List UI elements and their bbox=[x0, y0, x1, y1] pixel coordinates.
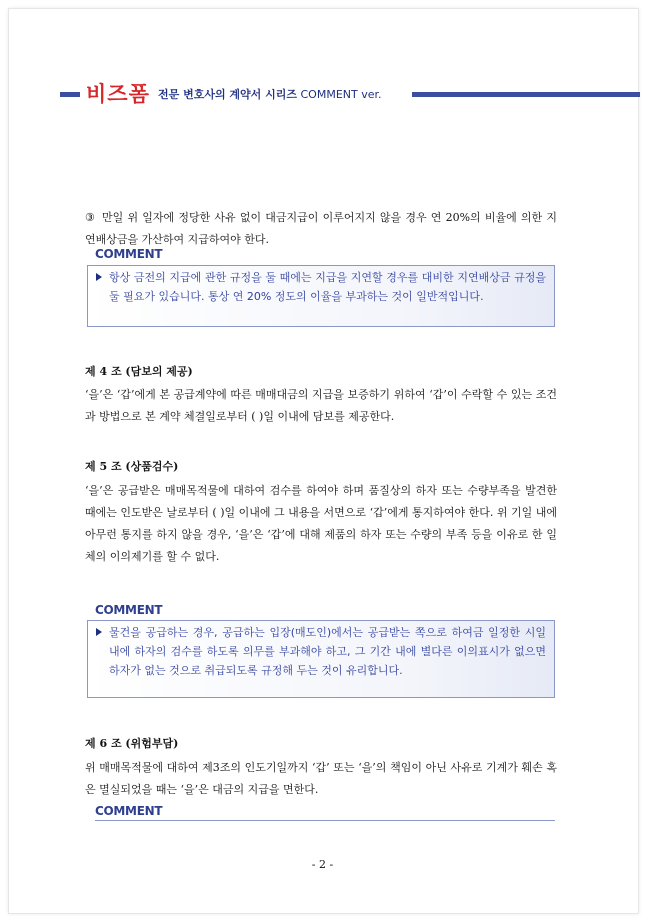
page-number: - 2 - bbox=[311, 858, 334, 871]
article-body: ‘을’은 ‘갑’에게 본 공급계약에 따른 매매대금의 지급을 보증하기 위하여 ‘갑’이 수락할 수 있는 조건과 방법으로 본 계약 체결일로부터 ( )일 이내에 담보를 제공한다. bbox=[85, 388, 557, 423]
comment-box bbox=[87, 620, 555, 698]
clause-number: ③ bbox=[85, 211, 95, 224]
comment-label: COMMENT bbox=[95, 804, 163, 818]
brand-logo: 비즈폼 bbox=[86, 82, 150, 106]
header-tagline bbox=[158, 86, 382, 102]
bullet-triangle-icon bbox=[96, 628, 102, 636]
page-header bbox=[0, 78, 645, 106]
article-title: 제 4 조 (담보의 제공) bbox=[85, 365, 193, 378]
header-bar-left bbox=[60, 92, 80, 97]
article-body: ‘을’은 공급받은 매매목적물에 대하여 검수를 하여야 하며 품질상의 하자 또는 수량부족을 발견한 때에는 인도받은 날로부터 ( )일 이내에 그 내용을 서면으로 ‘갑’에게 통지하여야 한다. 위 기일 내에 아무런 통지를 하지 않을 경우, ‘을’은 ‘갑’에 대해 제품의 하자 또는 수량의 부족 등을 이유로 한 일체의 이의제기를 할 수 없다. bbox=[85, 484, 557, 563]
article-title: 제 6 조 (위험부담) bbox=[85, 737, 179, 750]
clause-3 bbox=[85, 207, 557, 251]
clause-text: 만일 위 일자에 정당한 사유 없이 대금지급이 이루어지지 않을 경우 연 20%의 비율에 의한 지연배상금을 가산하여 지급하여야 한다. bbox=[85, 211, 557, 246]
comment-label: COMMENT bbox=[95, 247, 163, 261]
tagline-korean: 전문 변호사의 계약서 시리즈 bbox=[158, 88, 297, 101]
tagline-english: COMMENT ver. bbox=[300, 88, 382, 101]
article-body: 위 매매목적물에 대하여 제3조의 인도기일까지 ‘갑’ 또는 ‘을’의 책임이 아닌 사유로 기계가 훼손 혹은 멸실되었을 때는 ‘을’은 대금의 지급을 면한다. bbox=[85, 761, 557, 796]
comment-label: COMMENT bbox=[95, 603, 163, 617]
article-title: 제 5 조 (상품검수) bbox=[85, 460, 179, 473]
comment-box bbox=[87, 265, 555, 327]
comment-text: 항상 금전의 지급에 관한 규정을 둘 때에는 지급을 지연할 경우를 대비한 지연배상금 규정을 둘 필요가 있습니다. 통상 연 20% 정도의 이율을 부과하는 것이 일반적입니다. bbox=[109, 271, 546, 303]
header-bar-right bbox=[412, 92, 640, 97]
bullet-triangle-icon bbox=[96, 273, 102, 281]
comment-text: 물건을 공급하는 경우, 공급하는 입장(매도인)에서는 공급받는 쪽으로 하여금 일정한 시일 내에 하자의 검수를 하도록 의무를 부과해야 하고, 그 기간 내에 별다른 이의표시가 없으면 하자가 없는 것으로 취급되도록 규정해 두는 것이 유리합니다. bbox=[109, 626, 546, 677]
comment-underline bbox=[95, 820, 555, 821]
